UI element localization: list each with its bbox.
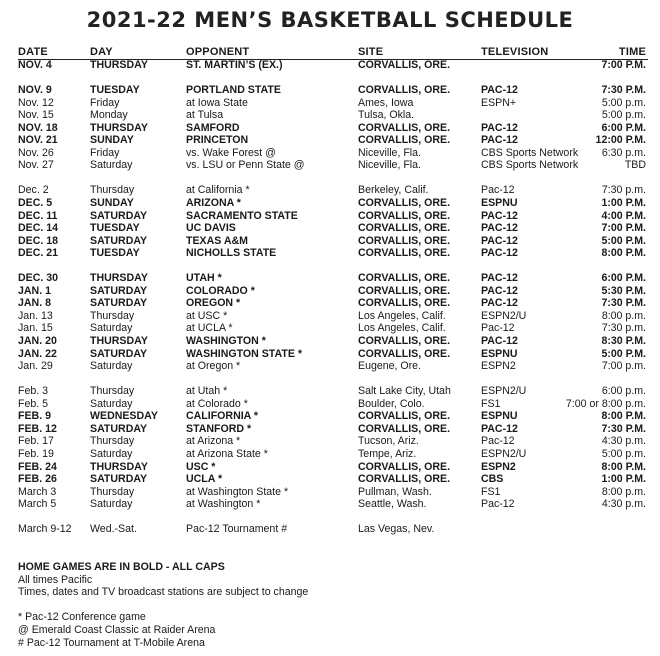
- cell-site: CORVALLIS, ORE.: [358, 222, 451, 235]
- cell-opponent: STANFORD *: [186, 422, 252, 435]
- cell-day: THURSDAY: [90, 460, 148, 473]
- cell-opponent: at Oregon *: [186, 360, 241, 373]
- cell-date: Feb. 19: [18, 447, 54, 460]
- cell-opponent: PORTLAND STATE: [186, 84, 281, 97]
- cell-opponent: SAMFORD: [186, 121, 240, 134]
- cell-television: PAC-12: [481, 335, 518, 348]
- cell-site: CORVALLIS, ORE.: [358, 84, 451, 97]
- away-game-row: [0, 109, 660, 122]
- away-game-row: [0, 398, 660, 411]
- cell-site: CORVALLIS, ORE.: [358, 197, 451, 210]
- cell-opponent: WASHINGTON *: [186, 335, 266, 348]
- cell-date: Nov. 26: [18, 146, 54, 159]
- legend-conference-game: * Pac-12 Conference game: [18, 611, 146, 624]
- cell-date: DEC. 5: [18, 197, 53, 210]
- cell-television: ESPN2: [481, 460, 516, 473]
- cell-television: PAC-12: [481, 234, 518, 247]
- cell-site: CORVALLIS, ORE.: [358, 347, 451, 360]
- table-header: [0, 46, 660, 59]
- column-header-site: SITE: [358, 46, 384, 58]
- cell-time: 5:30 P.M.: [601, 284, 646, 297]
- away-game-row: [0, 184, 660, 197]
- cell-date: FEB. 26: [18, 473, 57, 486]
- cell-date: NOV. 18: [18, 121, 58, 134]
- cell-date: FEB. 12: [18, 422, 57, 435]
- away-game-row: [0, 310, 660, 323]
- cell-day: Thursday: [90, 184, 135, 197]
- cell-opponent: CALIFORNIA *: [186, 410, 258, 423]
- cell-date: Jan. 15: [18, 322, 53, 335]
- cell-date: DEC. 11: [18, 209, 58, 222]
- cell-time: 8:00 p.m.: [601, 485, 646, 498]
- cell-day: THURSDAY: [90, 272, 148, 285]
- cell-time: 8:00 P.M.: [601, 460, 646, 473]
- cell-opponent: at Arizona State *: [186, 447, 268, 460]
- home-game-row: [0, 210, 660, 223]
- cell-day: Saturday: [90, 322, 133, 335]
- cell-television: ESPN2/U: [481, 447, 527, 460]
- cell-time: 8:00 P.M.: [601, 247, 646, 260]
- schedule-table-body: [0, 59, 660, 536]
- home-game-row: [0, 122, 660, 135]
- cell-day: SATURDAY: [90, 347, 148, 360]
- cell-time: 8:00 p.m.: [601, 309, 646, 322]
- cell-day: Friday: [90, 146, 120, 159]
- cell-time: 7:00 P.M.: [601, 222, 646, 235]
- cell-time: 5:00 p.m.: [601, 109, 646, 122]
- cell-television: PAC-12: [481, 121, 518, 134]
- cell-opponent: at Washington *: [186, 498, 261, 511]
- cell-opponent: TEXAS A&M: [186, 234, 248, 247]
- cell-opponent: at Arizona *: [186, 435, 241, 448]
- cell-television: Pac-12: [481, 322, 515, 335]
- cell-television: ESPN2: [481, 360, 516, 373]
- cell-day: TUESDAY: [90, 84, 140, 97]
- cell-site: CORVALLIS, ORE.: [358, 247, 451, 260]
- cell-site: CORVALLIS, ORE.: [358, 460, 451, 473]
- cell-time: 8:30 P.M.: [601, 335, 646, 348]
- cell-day: Thursday: [90, 435, 135, 448]
- cell-day: Saturday: [90, 397, 133, 410]
- cell-date: Feb. 17: [18, 435, 54, 448]
- cell-television: PAC-12: [481, 284, 518, 297]
- cell-time: 6:00 P.M.: [601, 121, 646, 134]
- footer-notes: [18, 561, 638, 649]
- cell-day: SUNDAY: [90, 134, 134, 147]
- cell-site: Boulder, Colo.: [358, 397, 425, 410]
- cell-date: Dec. 2: [18, 184, 49, 197]
- cell-date: March 3: [18, 485, 57, 498]
- footer-spacer: [18, 599, 638, 612]
- cell-television: PAC-12: [481, 134, 518, 147]
- cell-opponent: at California *: [186, 184, 250, 197]
- home-game-row: [0, 473, 660, 486]
- cell-site: Niceville, Fla.: [358, 159, 421, 172]
- section-spacer: [0, 172, 660, 185]
- home-game-row: [0, 272, 660, 285]
- cell-day: SUNDAY: [90, 197, 134, 210]
- cell-site: CORVALLIS, ORE.: [358, 121, 451, 134]
- cell-date: March 9-12: [18, 523, 72, 536]
- cell-site: Seattle, Wash.: [358, 498, 427, 511]
- cell-date: JAN. 20: [18, 335, 57, 348]
- cell-time: 6:00 P.M.: [601, 272, 646, 285]
- cell-time: 6:30 p.m.: [601, 146, 646, 159]
- cell-television: PAC-12: [481, 422, 518, 435]
- cell-site: Niceville, Fla.: [358, 146, 421, 159]
- section-spacer: [0, 72, 660, 85]
- cell-opponent: UTAH *: [186, 272, 222, 285]
- cell-television: PAC-12: [481, 247, 518, 260]
- cell-site: CORVALLIS, ORE.: [358, 234, 451, 247]
- cell-opponent: at UCLA *: [186, 322, 233, 335]
- cell-day: SATURDAY: [90, 422, 148, 435]
- cell-television: Pac-12: [481, 435, 515, 448]
- time-zone-note: All times Pacific: [18, 573, 93, 586]
- cell-date: Jan. 29: [18, 360, 53, 373]
- cell-day: SATURDAY: [90, 284, 148, 297]
- cell-date: NOV. 9: [18, 84, 52, 97]
- cell-opponent: UC DAVIS: [186, 222, 236, 235]
- cell-television: ESPNU: [481, 410, 518, 423]
- cell-date: JAN. 1: [18, 284, 51, 297]
- section-spacer: [0, 373, 660, 386]
- cell-time: 6:00 p.m.: [601, 385, 646, 398]
- cell-site: Los Angeles, Calif.: [358, 322, 446, 335]
- cell-day: TUESDAY: [90, 247, 140, 260]
- cell-television: PAC-12: [481, 84, 518, 97]
- cell-opponent: at Tulsa: [186, 109, 224, 122]
- cell-opponent: vs. LSU or Penn State @: [186, 159, 305, 172]
- column-header-time: TIME: [618, 46, 646, 58]
- cell-television: PAC-12: [481, 272, 518, 285]
- away-game-row: [0, 97, 660, 110]
- cell-site: Tucson, Ariz.: [358, 435, 419, 448]
- cell-time: 7:30 P.M.: [601, 422, 646, 435]
- cell-day: SATURDAY: [90, 473, 148, 486]
- cell-date: FEB. 24: [18, 460, 57, 473]
- page-title: 2021-22 MEN’S BASKETBALL SCHEDULE: [86, 8, 574, 32]
- cell-time: 7:30 P.M.: [601, 84, 646, 97]
- cell-site: CORVALLIS, ORE.: [358, 272, 451, 285]
- cell-opponent: OREGON *: [186, 297, 241, 310]
- column-header-day: DAY: [90, 46, 113, 58]
- cell-date: DEC. 18: [18, 234, 59, 247]
- home-game-row: [0, 423, 660, 436]
- cell-television: PAC-12: [481, 209, 518, 222]
- cell-television: ESPNU: [481, 197, 518, 210]
- home-game-row: [0, 297, 660, 310]
- cell-opponent: ST. MARTIN’S (EX.): [186, 59, 283, 71]
- cell-site: Tempe, Ariz.: [358, 447, 417, 460]
- cell-day: SATURDAY: [90, 209, 148, 222]
- home-games-note: HOME GAMES ARE IN BOLD - ALL CAPS: [18, 561, 225, 573]
- cell-television: Pac-12: [481, 184, 515, 197]
- section-spacer: [0, 511, 660, 524]
- cell-television: ESPN+: [481, 96, 517, 109]
- section-spacer: [0, 260, 660, 273]
- away-game-row: [0, 360, 660, 373]
- cell-television: Pac-12: [481, 498, 515, 511]
- cell-television: CBS Sports Network: [481, 159, 579, 172]
- cell-time: 7:00 P.M.: [601, 59, 646, 71]
- home-game-row: [0, 235, 660, 248]
- cell-site: CORVALLIS, ORE.: [358, 134, 451, 147]
- cell-television: CBS: [481, 473, 504, 486]
- away-game-row: [0, 159, 660, 172]
- cell-date: Nov. 12: [18, 96, 54, 109]
- cell-site: Las Vegas, Nev.: [358, 523, 435, 536]
- cell-site: CORVALLIS, ORE.: [358, 422, 451, 435]
- away-game-row: [0, 498, 660, 511]
- cell-time: 5:00 P.M.: [601, 347, 646, 360]
- cell-site: Berkeley, Calif.: [358, 184, 429, 197]
- home-game-row: [0, 134, 660, 147]
- cell-television: ESPN2/U: [481, 309, 527, 322]
- cell-time: 4:30 p.m.: [601, 435, 646, 448]
- home-game-row: [0, 84, 660, 97]
- cell-site: Los Angeles, Calif.: [358, 309, 446, 322]
- cell-day: Thursday: [90, 485, 135, 498]
- cell-time: 5:00 p.m.: [601, 96, 646, 109]
- cell-opponent: USC *: [186, 460, 216, 473]
- cell-time: 1:00 P.M.: [601, 197, 646, 210]
- home-game-row: [0, 59, 660, 72]
- home-game-row: [0, 348, 660, 361]
- cell-day: SATURDAY: [90, 234, 148, 247]
- cell-site: Tulsa, Okla.: [358, 109, 415, 122]
- cell-site: Salt Lake City, Utah: [358, 385, 451, 398]
- away-game-row: [0, 147, 660, 160]
- cell-site: Ames, Iowa: [358, 96, 414, 109]
- column-header-opponent: OPPONENT: [186, 46, 250, 58]
- cell-time: 7:30 P.M.: [601, 297, 646, 310]
- cell-day: THURSDAY: [90, 121, 148, 134]
- cell-time: 7:30 p.m.: [601, 184, 646, 197]
- cell-site: CORVALLIS, ORE.: [358, 335, 451, 348]
- away-game-row: [0, 322, 660, 335]
- cell-day: Monday: [90, 109, 128, 122]
- cell-date: Nov. 27: [18, 159, 54, 172]
- cell-date: Feb. 5: [18, 397, 49, 410]
- cell-time: 12:00 P.M.: [595, 134, 646, 147]
- away-game-row: [0, 486, 660, 499]
- cell-opponent: at Colorado *: [186, 397, 248, 410]
- cell-opponent: Pac-12 Tournament #: [186, 523, 288, 536]
- cell-opponent: at Utah *: [186, 385, 228, 398]
- column-header-television: TELEVISION: [481, 46, 549, 58]
- column-header-date: DATE: [18, 46, 48, 58]
- cell-site: CORVALLIS, ORE.: [358, 284, 451, 297]
- cell-day: Thursday: [90, 309, 135, 322]
- cell-time: 8:00 P.M.: [601, 410, 646, 423]
- cell-date: Jan. 13: [18, 309, 53, 322]
- cell-day: THURSDAY: [90, 59, 148, 71]
- cell-television: PAC-12: [481, 222, 518, 235]
- cell-date: NOV. 4: [18, 59, 52, 71]
- legend-pac12-tournament: # Pac-12 Tournament at T-Mobile Arena: [18, 636, 205, 649]
- cell-site: CORVALLIS, ORE.: [358, 59, 451, 71]
- home-game-row: [0, 410, 660, 423]
- cell-opponent: NICHOLLS STATE: [186, 247, 277, 260]
- cell-day: Wed.-Sat.: [90, 523, 137, 536]
- cell-television: ESPN2/U: [481, 385, 527, 398]
- home-game-row: [0, 285, 660, 298]
- home-game-row: [0, 197, 660, 210]
- away-game-row: [0, 435, 660, 448]
- cell-time: 7:00 p.m.: [601, 360, 646, 373]
- cell-day: THURSDAY: [90, 335, 148, 348]
- cell-site: CORVALLIS, ORE.: [358, 473, 451, 486]
- away-game-row: [0, 385, 660, 398]
- cell-date: DEC. 30: [18, 272, 59, 285]
- cell-time: 1:00 P.M.: [601, 473, 646, 486]
- away-game-row: [0, 523, 660, 536]
- cell-date: JAN. 8: [18, 297, 51, 310]
- cell-site: CORVALLIS, ORE.: [358, 297, 451, 310]
- cell-time: 5:00 p.m.: [601, 447, 646, 460]
- home-game-row: [0, 461, 660, 474]
- cell-opponent: at USC *: [186, 309, 228, 322]
- cell-day: Saturday: [90, 498, 133, 511]
- cell-date: Feb. 3: [18, 385, 49, 398]
- cell-day: Friday: [90, 96, 120, 109]
- cell-opponent: at Washington State *: [186, 485, 289, 498]
- cell-date: DEC. 14: [18, 222, 59, 235]
- cell-television: PAC-12: [481, 297, 518, 310]
- home-game-row: [0, 335, 660, 348]
- cell-date: DEC. 21: [18, 247, 59, 260]
- cell-date: March 5: [18, 498, 57, 511]
- cell-site: CORVALLIS, ORE.: [358, 209, 451, 222]
- cell-site: Eugene, Ore.: [358, 360, 422, 373]
- cell-day: SATURDAY: [90, 297, 148, 310]
- cell-date: NOV. 21: [18, 134, 58, 147]
- cell-day: Thursday: [90, 385, 135, 398]
- cell-opponent: WASHINGTON STATE *: [186, 347, 302, 360]
- cell-date: FEB. 9: [18, 410, 51, 423]
- cell-time: 4:30 p.m.: [601, 498, 646, 511]
- cell-television: CBS Sports Network: [481, 146, 579, 159]
- cell-opponent: ARIZONA *: [186, 197, 241, 210]
- cell-site: CORVALLIS, ORE.: [358, 410, 451, 423]
- cell-day: Saturday: [90, 159, 133, 172]
- home-game-row: [0, 222, 660, 235]
- cell-date: Nov. 15: [18, 109, 54, 122]
- cell-opponent: at Iowa State: [186, 96, 248, 109]
- subject-to-change-note: Times, dates and TV broadcast stations are subject to change: [18, 586, 309, 599]
- legend-emerald-coast: @ Emerald Coast Classic at Raider Arena: [18, 623, 216, 636]
- cell-opponent: PRINCETON: [186, 134, 249, 147]
- cell-site: Pullman, Wash.: [358, 485, 432, 498]
- cell-television: FS1: [481, 397, 501, 410]
- cell-opponent: UCLA *: [186, 473, 223, 486]
- cell-time: 7:00 or 8:00 p.m.: [565, 397, 646, 410]
- cell-time: 7:30 p.m.: [601, 322, 646, 335]
- away-game-row: [0, 448, 660, 461]
- cell-day: Saturday: [90, 360, 133, 373]
- cell-television: ESPNU: [481, 347, 518, 360]
- cell-day: Saturday: [90, 447, 133, 460]
- cell-television: FS1: [481, 485, 501, 498]
- home-game-row: [0, 247, 660, 260]
- cell-time: 5:00 P.M.: [601, 234, 646, 247]
- cell-day: TUESDAY: [90, 222, 140, 235]
- cell-opponent: vs. Wake Forest @: [186, 146, 276, 159]
- cell-time: TBD: [624, 159, 646, 172]
- cell-opponent: COLORADO *: [186, 284, 255, 297]
- cell-day: WEDNESDAY: [90, 410, 158, 423]
- cell-date: JAN. 22: [18, 347, 57, 360]
- cell-time: 4:00 P.M.: [601, 209, 646, 222]
- cell-opponent: SACRAMENTO STATE: [186, 209, 298, 222]
